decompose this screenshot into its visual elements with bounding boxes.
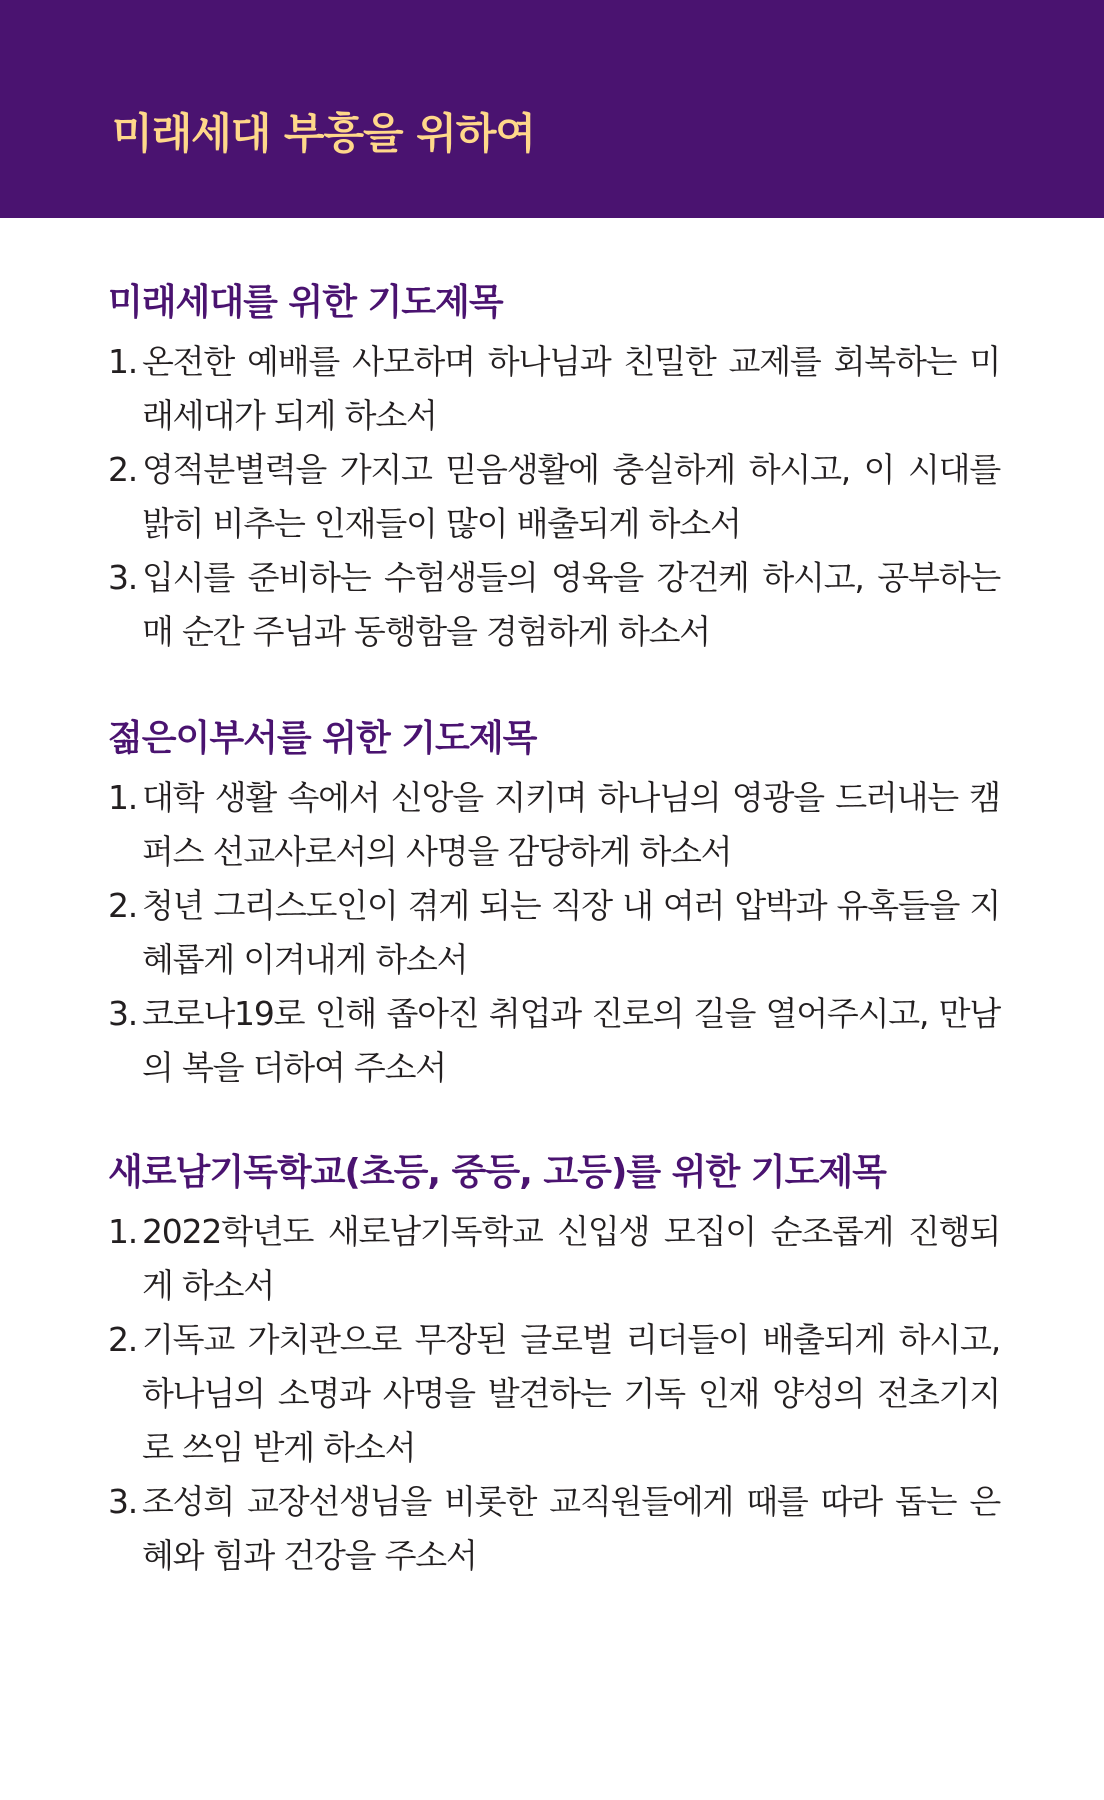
prayer-item-number: 1. bbox=[108, 342, 138, 381]
prayer-item-text: 온전한 예배를 사모하며 하나님과 친밀한 교제를 회복하는 미래세대가 되게 하소서 bbox=[142, 342, 1000, 435]
prayer-item-text: 조성희 교장선생님을 비롯한 교직원들에게 때를 따라 돕는 은혜와 힘과 건강을 주소서 bbox=[142, 1482, 1000, 1575]
prayer-item bbox=[108, 1313, 1000, 1475]
section-title: 새로남기독학교(초등, 중등, 고등)를 위한 기도제목 bbox=[108, 1152, 886, 1193]
prayer-item bbox=[108, 771, 1000, 879]
prayer-item-number: 3. bbox=[108, 994, 138, 1033]
prayer-item bbox=[108, 335, 1000, 443]
prayer-item-text: 청년 그리스도인이 겪게 되는 직장 내 여러 압박과 유혹들을 지혜롭게 이겨내게 하소서 bbox=[142, 886, 1000, 979]
prayer-content bbox=[0, 218, 1000, 1583]
section-title: 미래세대를 위한 기도제목 bbox=[108, 282, 503, 323]
prayer-item-number: 1. bbox=[108, 1212, 138, 1251]
prayer-item-text: 코로나19로 인해 좁아진 취업과 진로의 길을 열어주시고, 만남의 복을 더하여 주소서 bbox=[142, 994, 1000, 1087]
prayer-item-number: 3. bbox=[108, 558, 138, 597]
prayer-item bbox=[108, 1205, 1000, 1313]
header-banner bbox=[0, 0, 1104, 218]
prayer-item-number: 1. bbox=[108, 778, 138, 817]
prayer-item bbox=[108, 879, 1000, 987]
prayer-list bbox=[108, 335, 1000, 659]
prayer-item-text: 영적분별력을 가지고 믿음생활에 충실하게 하시고, 이 시대를 밝히 비추는 인재들이 많이 배출되게 하소서 bbox=[142, 450, 1000, 543]
section-title: 젊은이부서를 위한 기도제목 bbox=[108, 718, 537, 759]
prayer-item bbox=[108, 551, 1000, 659]
prayer-item-text: 입시를 준비하는 수험생들의 영육을 강건케 하시고, 공부하는 매 순간 주님과 동행함을 경험하게 하소서 bbox=[142, 558, 1000, 651]
section-future-generation bbox=[108, 218, 1000, 659]
prayer-item-number: 2. bbox=[108, 886, 138, 925]
prayer-item-number: 3. bbox=[108, 1482, 138, 1521]
prayer-item bbox=[108, 987, 1000, 1095]
prayer-item-number: 2. bbox=[108, 450, 138, 489]
section-christian-school bbox=[108, 1095, 1000, 1583]
prayer-item-text: 기독교 가치관으로 무장된 글로벌 리더들이 배출되게 하시고, 하나님의 소명과 사명을 발견하는 기독 인재 양성의 전초기지로 쓰임 받게 하소서 bbox=[142, 1320, 1000, 1467]
prayer-item-text: 대학 생활 속에서 신앙을 지키며 하나님의 영광을 드러내는 캠퍼스 선교사로서의 사명을 감당하게 하소서 bbox=[142, 778, 1000, 871]
prayer-item bbox=[108, 1475, 1000, 1583]
page-title: 미래세대 부흥을 위하여 bbox=[112, 109, 535, 158]
prayer-list bbox=[108, 1205, 1000, 1583]
prayer-item-number: 2. bbox=[108, 1320, 138, 1359]
prayer-item bbox=[108, 443, 1000, 551]
section-young-adults bbox=[108, 659, 1000, 1095]
prayer-item-text: 2022학년도 새로남기독학교 신입생 모집이 순조롭게 진행되게 하소서 bbox=[142, 1212, 1000, 1305]
prayer-list bbox=[108, 771, 1000, 1095]
